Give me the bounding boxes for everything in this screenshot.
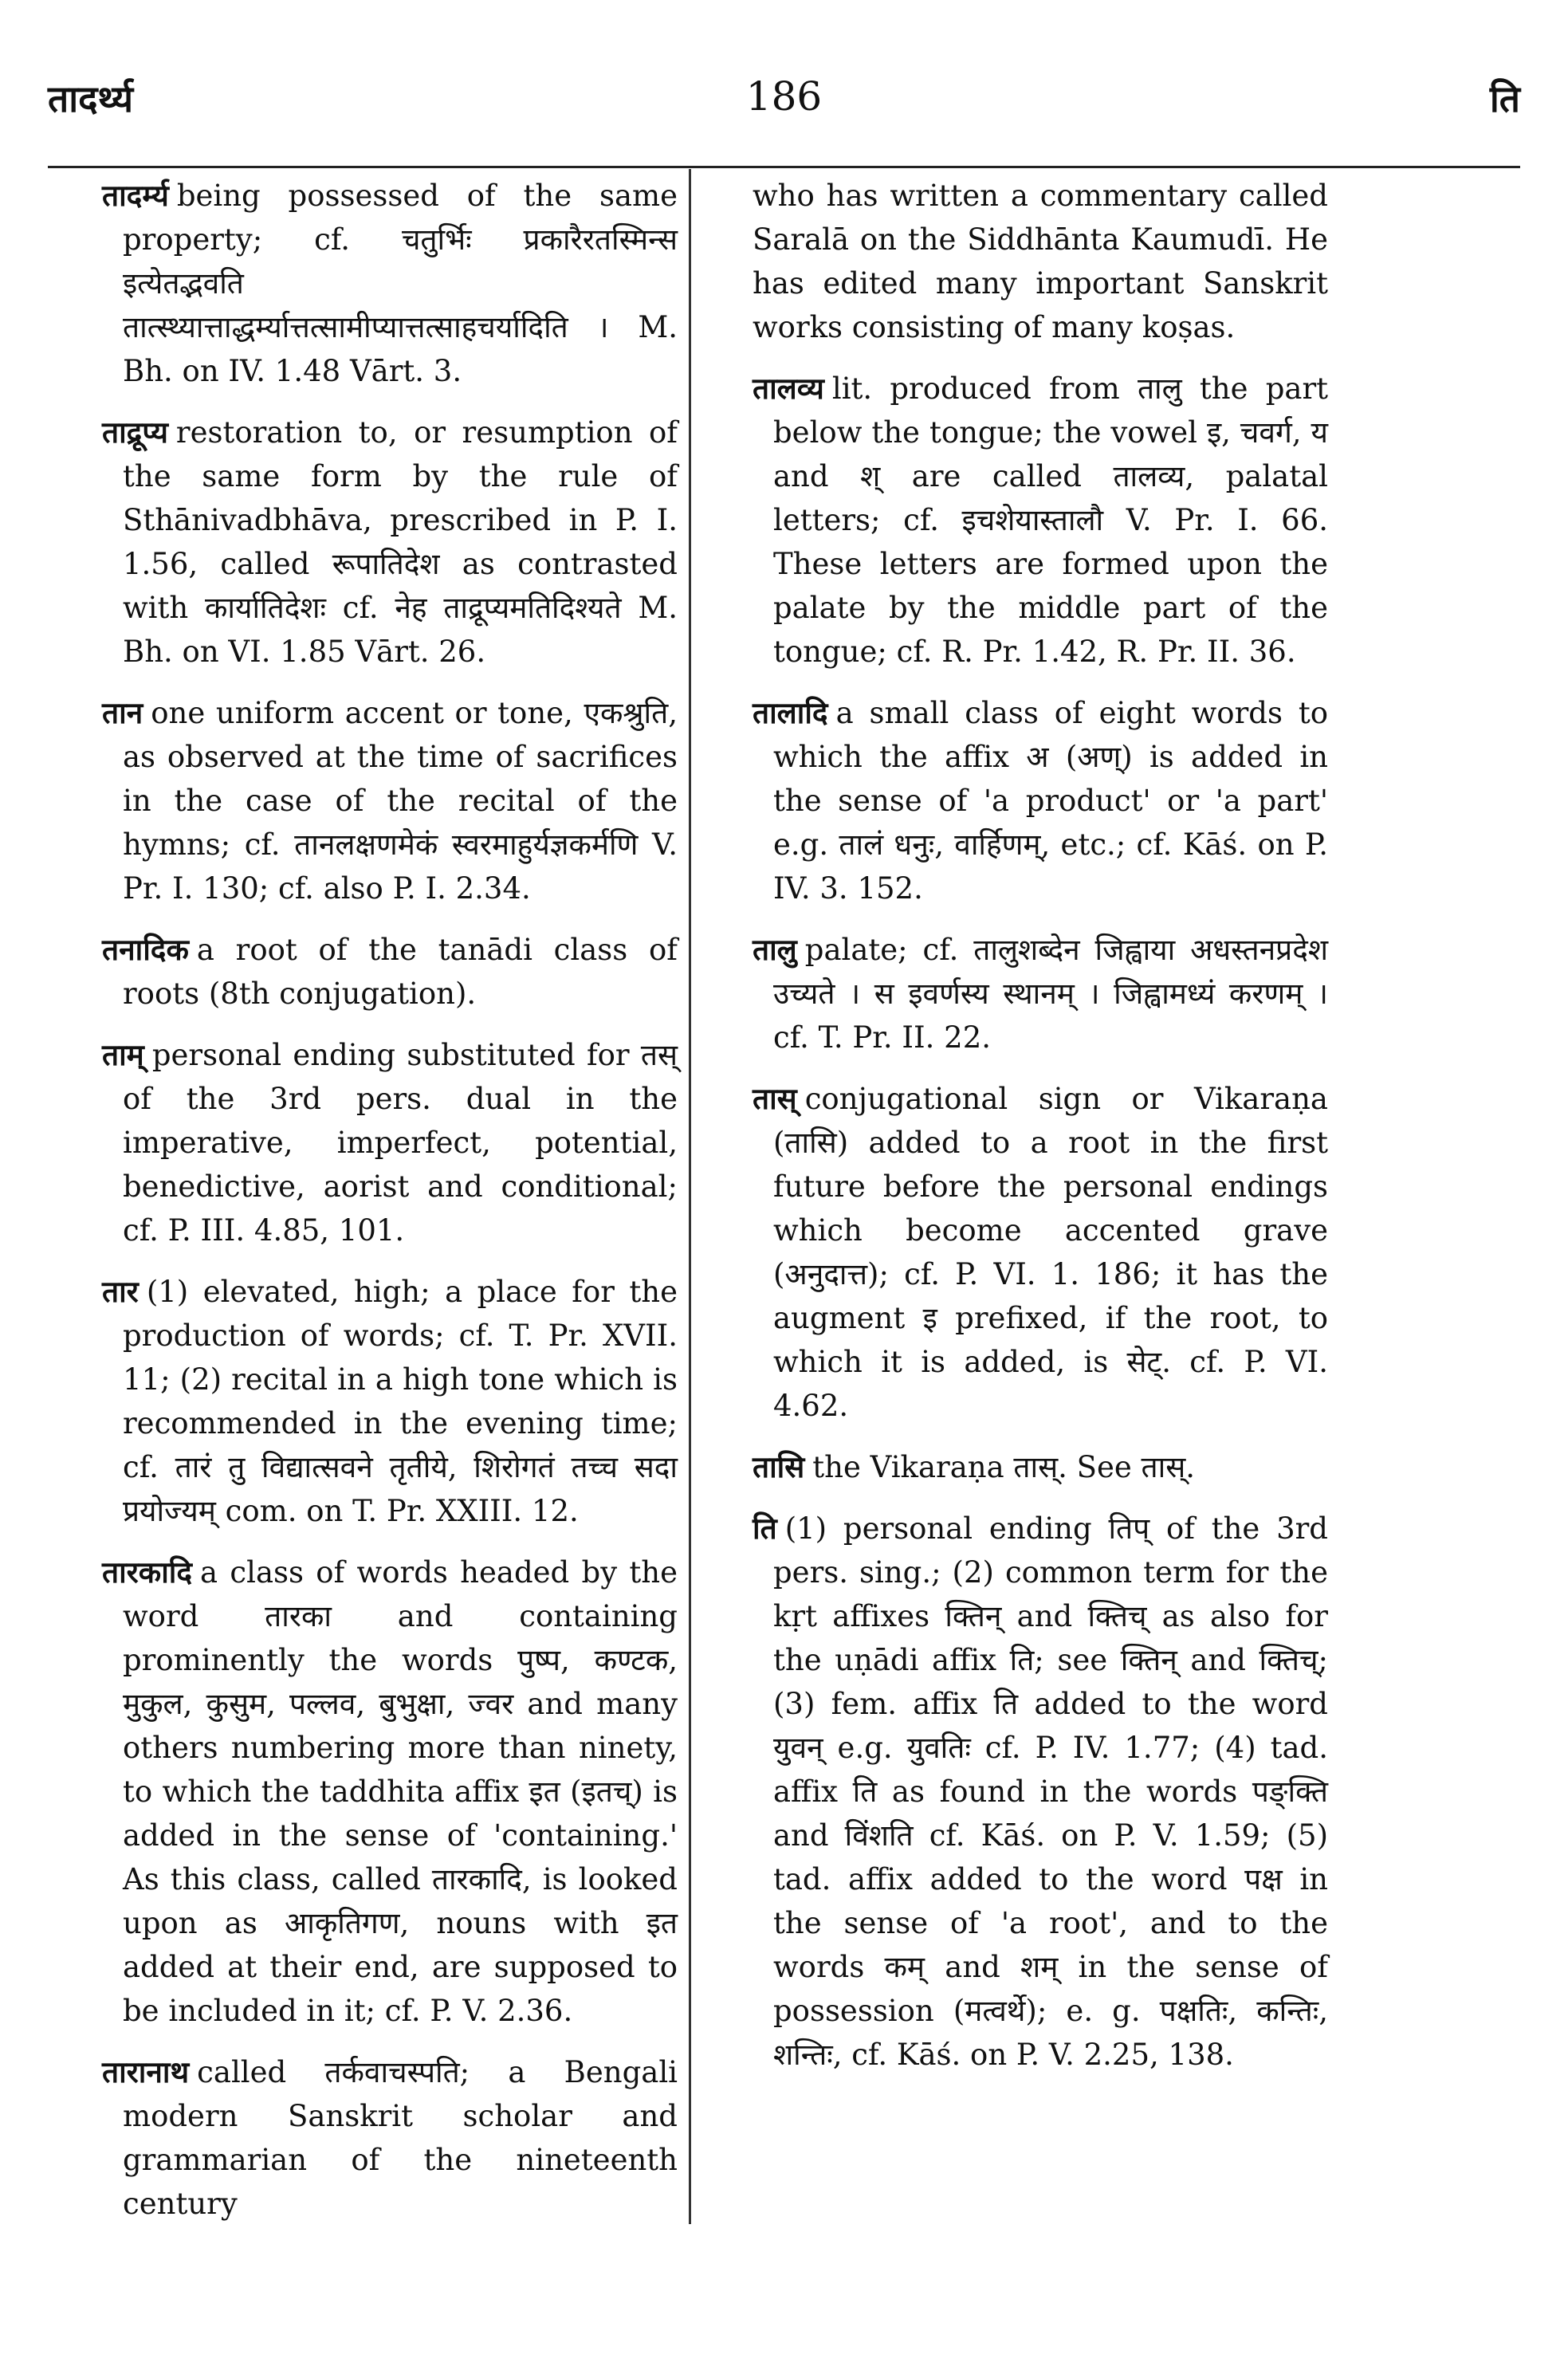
column-divider [689,169,691,2224]
entry-headword: तास् [753,1081,797,1116]
entry-headword: ताद्रूप्य [102,415,168,450]
entry-definition: who has written a commentary called Saralā on the Siddhānta Kaumudī. He has edited many important Sanskrit works consisting of many koṣas. [753,179,1328,344]
entry-definition: being possessed of the same property; cf. चतुर्भिः प्रकारैरतस्मिन्स इत्येतद्भवति तात्स्थ्यात्ताद्धर्म्यात्तत्सामीप्यात्तत्साहचर्यादिति । M. Bh. on IV. 1.48 Vārt. 3. [123,179,678,388]
page-header [48,73,1520,129]
dictionary-entry [753,928,1328,1059]
entry-headword: ति [753,1511,777,1546]
entry-headword: तालु [753,932,797,967]
dictionary-entry [753,1445,1328,1489]
entry-headword: ताम् [102,1037,144,1072]
entry-definition: conjugational sign or Vikaraṇa (तासि) added to a root in the first future before the personal endings which become accented grave (अनुदात्त); cf. P. VI. 1. 186; it has the augment इ prefixed, if the root, to which it is added, is सेट्. cf. P. VI. 4.62. [773,1082,1328,1423]
dictionary-entry [102,928,678,1016]
dictionary-entry [753,1077,1328,1428]
entry-definition: restoration to, or resumption of the same form by the rule of Sthānivadbhāva, prescribed in P. I. 1.56, called रूपातिदेश as contrasted with कार्यातिदेशः cf. नेह ताद्रूप्यमतिदिश्यते M. Bh. on VI. 1.85 Vārt. 26. [123,415,678,669]
page-number: 186 [745,73,823,120]
entry-definition: called तर्कवाचस्पति; a Bengali modern Sanskrit scholar and grammarian of the nineteenth century [123,2055,678,2221]
entry-definition: (1) personal ending तिप् of the 3rd pers. sing.; (2) common term for the kṛt affixes क्तिन् and क्तिच् as also for the uṇādi affix ति; see क्तिन् and क्तिच्; (3) fem. affix ति added to the word युवन् e.g. युवतिः cf. P. IV. 1.77; (4) tad. affix ति as found in the words पङ्क्ति and विंशति cf. Kāś. on P. V. 1.59; (5) tad. affix added to the word पक्ष in the sense of 'a root', and to the words कम् and शम् in the sense of possession (मत्वर्थे); e. g. पक्षतिः, कन्तिः, शन्तिः, cf. Kāś. on P. V. 2.25, 138. [773,1511,1328,2072]
entry-definition: (1) elevated, high; a place for the production of words; cf. T. Pr. XVII. 11; (2) recital in a high tone which is recommended in the evening time; cf. तारं तु विद्यात्सवने तृतीये, शिरोगतं तच्च सदा प्रयोज्यम् com. on T. Pr. XXIII. 12. [123,1275,678,1528]
dictionary-entry [102,1033,678,1252]
dictionary-entry [102,411,678,674]
dictionary-entry [753,691,1328,910]
entry-headword: तारकादि [102,1554,193,1590]
dictionary-entry [753,367,1328,674]
running-head-right: ति [1489,77,1520,120]
entry-headword: तान [102,695,143,730]
entry-headword: तालादि [753,695,828,730]
entry-definition: palate; cf. तालुशब्देन जिह्वाया अधस्तनप्रदेश उच्यते । स इवर्णस्य स्थानम् । जिह्वामध्यं करणम् । cf. T. Pr. II. 22. [773,933,1328,1055]
dictionary-entry [102,1550,678,2033]
entry-headword: तासि [753,1449,805,1484]
entry-headword: तनादिक [102,932,189,967]
entry-headword: तारानाथ [102,2054,190,2089]
entry-definition: a root of the tanādi class of roots (8th conjugation). [123,933,678,1011]
dictionary-entry [102,174,678,393]
entry-definition: personal ending substituted for तस् of the 3rd pers. dual in the imperative, imperfect, potential, benedictive, aorist and conditional; cf. P. III. 4.85, 101. [123,1038,678,1248]
entry-definition: a class of words headed by the word तारका and containing prominently the words पुष्प, कण्टक, मुकुल, कुसुम, पल्लव, बुभुक्षा, ज्वर and many others numbering more than ninety, to which the taddhita affix इत (इतच्) is added in the sense of 'containing.' As this class, called तारकादि, is looked upon as आकृतिगण, nouns with इत added at their end, are supposed to be included in it; cf. P. V. 2.36. [123,1555,678,2028]
entry-definition: a small class of eight words to which the affix अ (अण्) is added in the sense of 'a product' or 'a part' e.g. तालं धनुः, वार्हिणम्, etc.; cf. Kāś. on P. IV. 3. 152. [773,696,1328,906]
entry-headword: तालव्य [753,371,824,406]
header-rule [48,166,1520,168]
entry-continuation [753,174,1328,349]
dictionary-entry [102,2050,678,2226]
dictionary-entry [753,1507,1328,2077]
entry-definition: the Vikaraṇa तास्. See तास्. [812,1450,1195,1484]
entry-definition: lit. produced from तालु the part below the tongue; the vowel इ, चवर्ग, य and श् are called तालव्य, palatal letters; cf. इचशेयास्तालौ V. Pr. I. 66. These letters are formed upon the palate by the middle part of the tongue; cf. R. Pr. 1.42, R. Pr. II. 36. [773,371,1328,669]
right-column [753,174,1328,2094]
entry-headword: तार [102,1274,139,1309]
entry-headword: तादर्म्य [102,178,169,213]
left-column [102,174,678,2243]
dictionary-entry [102,691,678,910]
entry-definition: one uniform accent or tone, एकश्रुति, as observed at the time of sacrifices in the case of the recital of the hymns; cf. तानलक्षणमेकं स्वरमाहुर्यज्ञकर्मणि V. Pr. I. 130; cf. also P. I. 2.34. [123,696,678,906]
dictionary-entry [102,1270,678,1533]
running-head-left: तादर्थ्य [48,77,133,120]
